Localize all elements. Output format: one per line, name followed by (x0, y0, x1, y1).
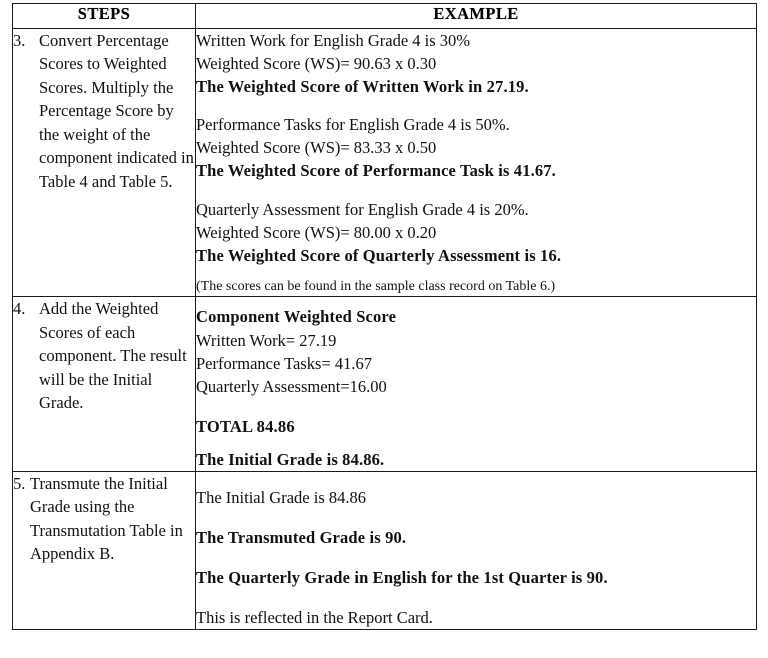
example-line-result: The Quarterly Grade in English for the 1st Quarter is 90. (196, 568, 608, 588)
step-number-4: 4. (13, 299, 26, 319)
grading-steps-table (12, 3, 757, 630)
spacer (196, 267, 756, 277)
example-line: Written Work= 27.19 (196, 330, 337, 350)
example-cell-5 (196, 472, 757, 630)
example-line-result: The Weighted Score of Written Work in 27.19. (196, 77, 529, 97)
spacer (196, 438, 756, 448)
example-line-result: The Weighted Score of Quarterly Assessment is 16. (196, 245, 562, 265)
example-line: This is reflected in the Report Card. (196, 608, 433, 628)
example-line-result: The Weighted Score of Performance Task is 41.67. (196, 161, 556, 181)
example-line: Written Work for English Grade 4 is 30% (196, 31, 471, 50)
spacer (196, 98, 756, 113)
example-line: Performance Tasks for English Grade 4 is 50%. (196, 115, 510, 135)
step-number-3: 3. (13, 31, 26, 50)
step-cell-3 (13, 29, 196, 297)
example-cell-3 (196, 29, 757, 297)
example-line-result: The Initial Grade is 84.86. (196, 449, 385, 469)
spacer (196, 549, 756, 566)
column-header-steps: STEPS (13, 4, 196, 29)
spacer (196, 183, 756, 198)
step-number-5: 5. (13, 474, 26, 493)
step-description-3: Convert Percentage Scores to Weighted Scores. Multiply the Percentage Score by the weight of the component indicated in Table 4 and Table 5. (39, 31, 194, 191)
spacer (196, 589, 756, 606)
column-header-example: EXAMPLE (196, 4, 757, 29)
table-row (13, 472, 757, 630)
example-line: The Initial Grade is 84.86 (196, 488, 366, 507)
example-line: Quarterly Assessment for English Grade 4 is 20%. (196, 199, 529, 219)
step-description-4: Add the Weighted Scores of each component. The result will be the Initial Grade. (39, 299, 187, 413)
example-line-result: The Transmuted Grade is 90. (196, 528, 407, 548)
table-row (13, 297, 757, 472)
example-line: Weighted Score (WS)= 90.63 x 0.30 (196, 54, 437, 74)
example-total: TOTAL 84.86 (196, 416, 295, 436)
table-header-row (13, 4, 757, 29)
example-subheading: Component Weighted Score (196, 307, 397, 327)
spacer (196, 509, 756, 526)
example-note: (The scores can be found in the sample class record on Table 6.) (196, 278, 556, 294)
step-description-5: Transmute the Initial Grade using the Transmutation Table in Appendix B. (30, 474, 183, 564)
step-cell-4 (13, 297, 196, 472)
table-row (13, 29, 757, 297)
step-cell-5 (13, 472, 196, 630)
example-line: Weighted Score (WS)= 83.33 x 0.50 (196, 138, 437, 158)
example-line: Quarterly Assessment=16.00 (196, 376, 387, 396)
example-line: Weighted Score (WS)= 80.00 x 0.20 (196, 222, 437, 242)
example-cell-4 (196, 297, 757, 472)
spacer (196, 398, 756, 415)
example-line: Performance Tasks= 41.67 (196, 353, 373, 373)
